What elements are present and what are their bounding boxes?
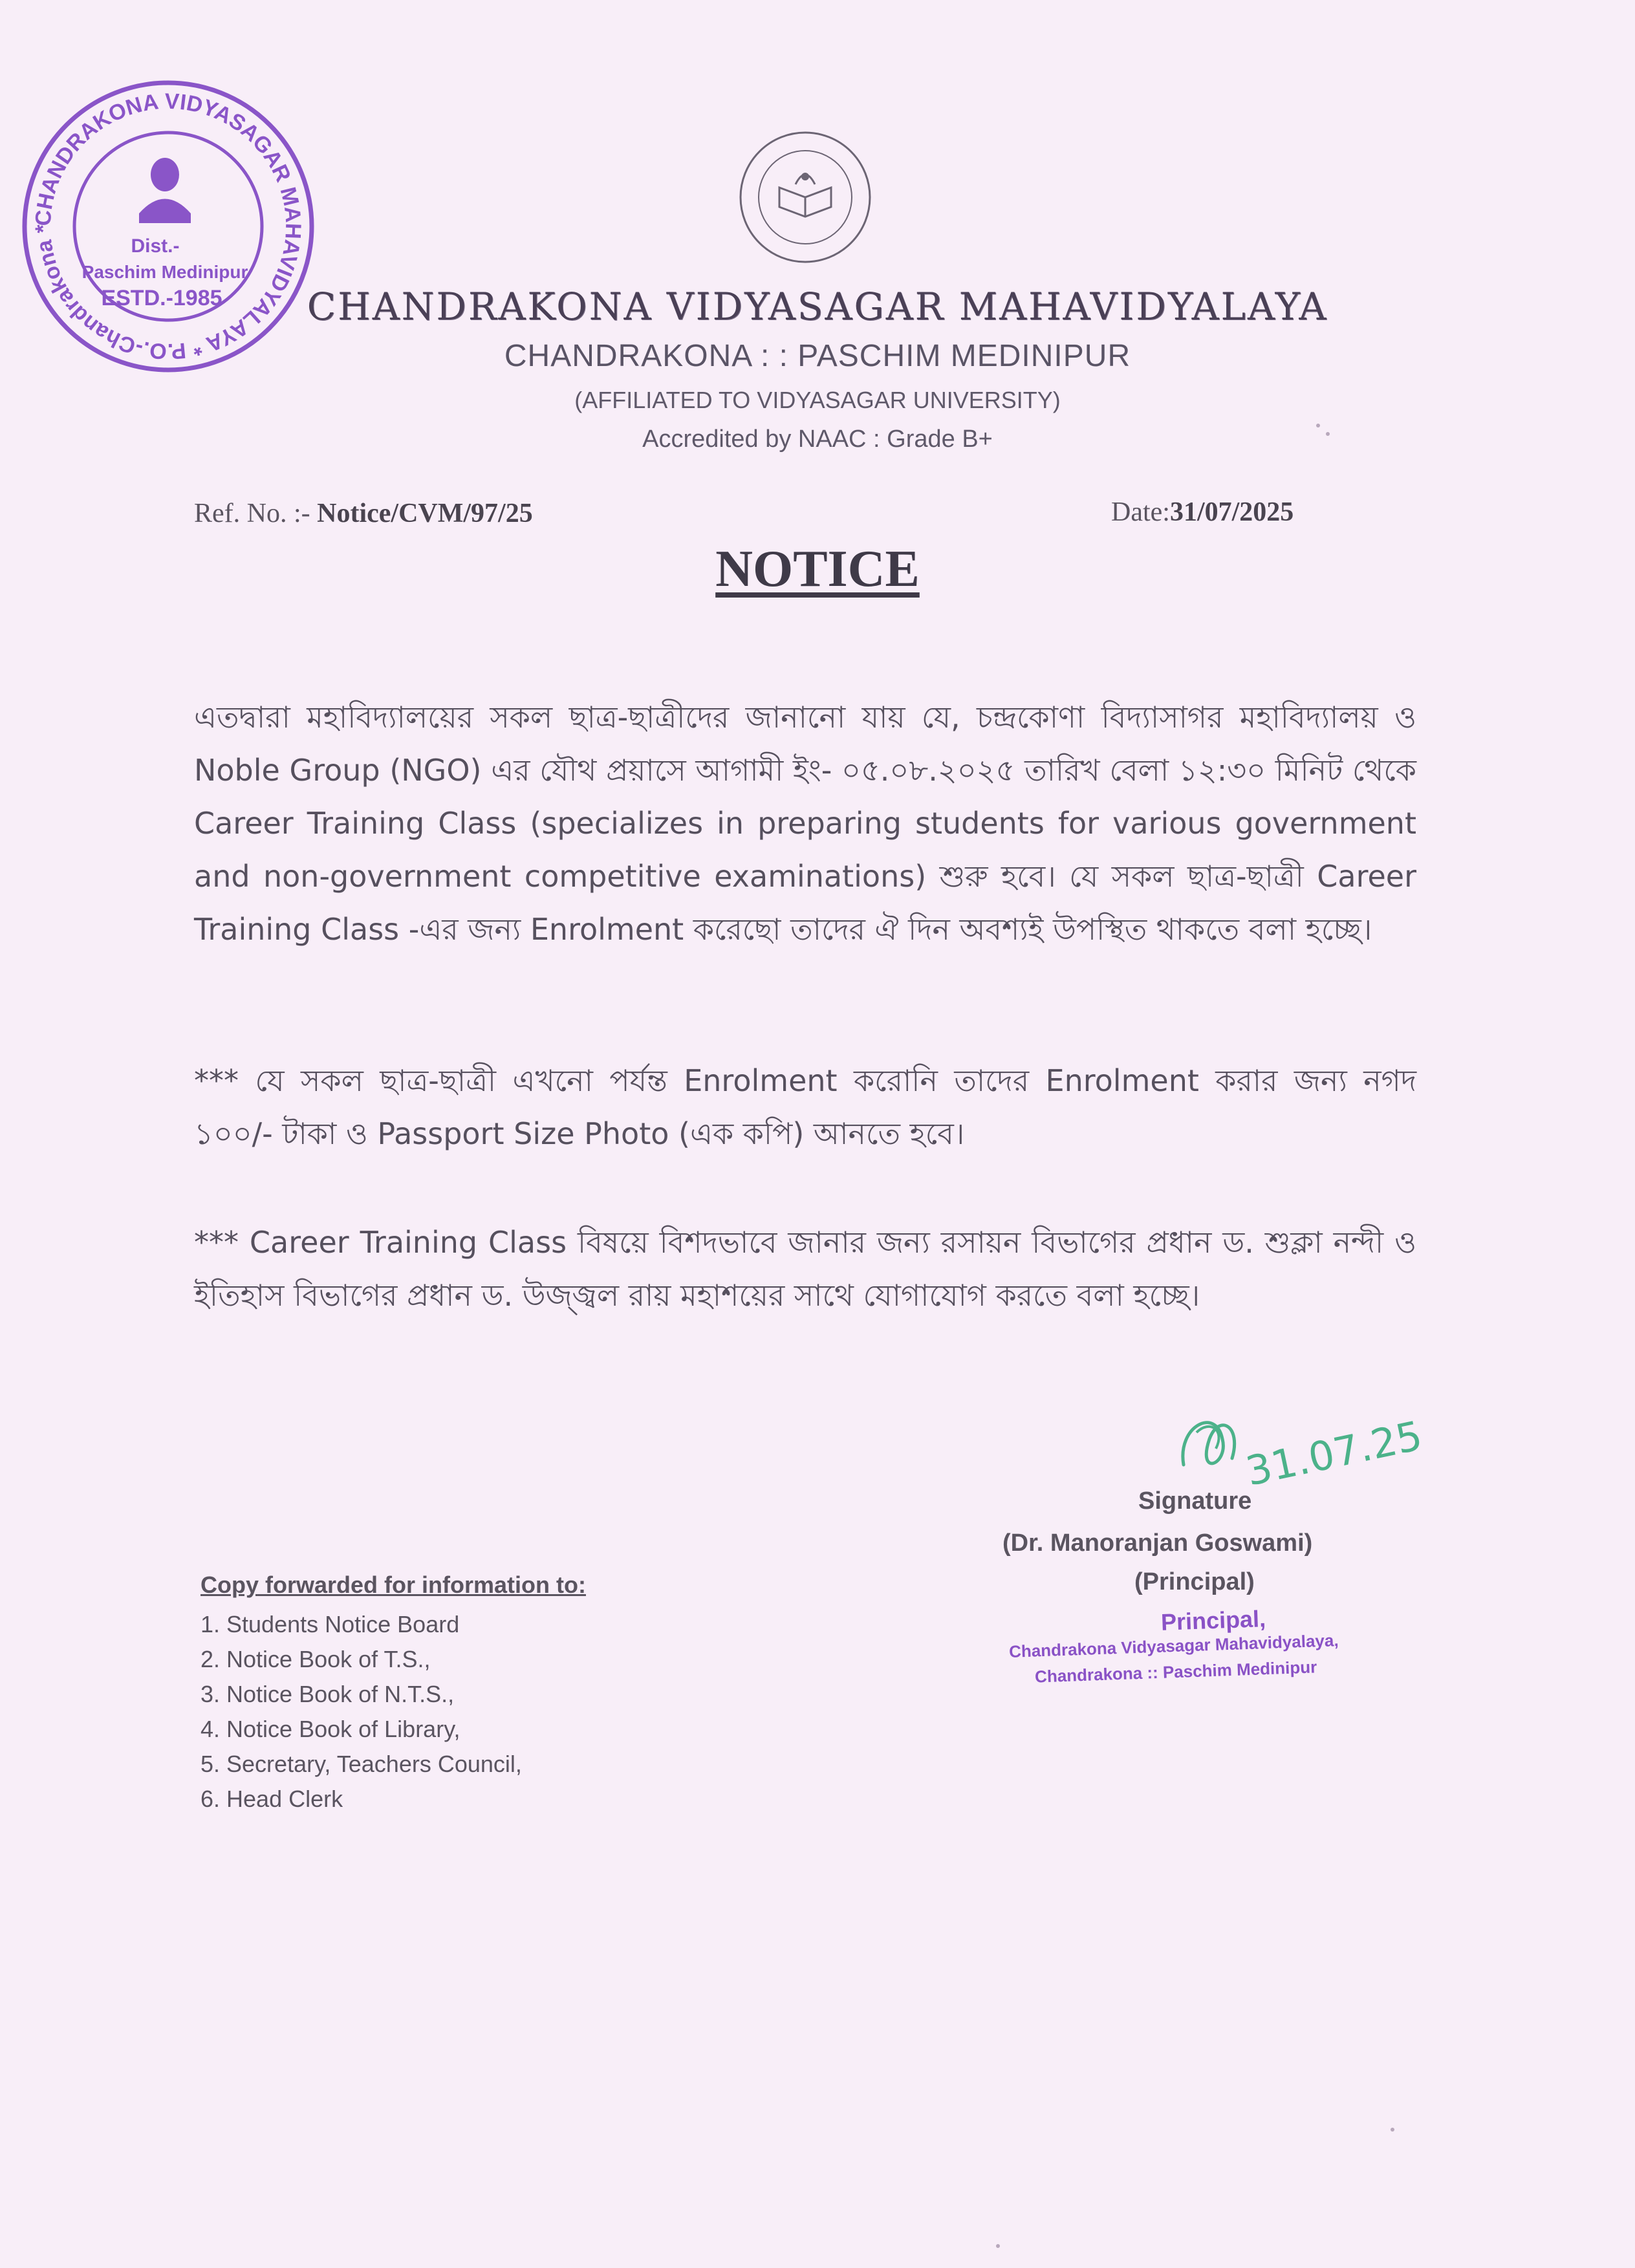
copy-list-item: 1. Students Notice Board bbox=[200, 1611, 460, 1637]
college-affiliation: (AFFILIATED TO VIDYASAGAR UNIVERSITY) bbox=[574, 387, 1061, 413]
copy-list-item: 3. Notice Book of N.T.S., bbox=[200, 1681, 455, 1707]
college-name: CHANDRAKONA VIDYASAGAR MAHAVIDYALAYA bbox=[307, 285, 1328, 329]
copy-list-item: 4. Notice Book of Library, bbox=[200, 1716, 460, 1742]
college-location: CHANDRAKONA : : PASCHIM MEDINIPUR bbox=[504, 339, 1131, 373]
copy-list-item: 6. Head Clerk bbox=[200, 1786, 343, 1812]
bust-portrait-icon bbox=[139, 158, 191, 223]
scan-speck bbox=[1326, 432, 1330, 436]
principal-stamp-title: Principal, bbox=[1160, 1605, 1266, 1636]
date-label: Date: bbox=[1111, 497, 1170, 527]
principal-stamp-college: Chandrakona Vidyasagar Mahavidyalaya, bbox=[1008, 1630, 1339, 1661]
notice-paragraph-3: *** Career Training Class বিষয়ে বিশদভাবে জানার জন্য রসায়ন বিভাগের প্রধান ড. শুক্লা নন্দী ও ইতিহাস বিভাগের প্রধান ড. উজ্জ্বল রায় মহাশয়ের সাথে যোগাযোগ করতে বলা হচ্ছে। bbox=[194, 1225, 1416, 1313]
ref-value: Notice/CVM/97/25 bbox=[317, 499, 533, 528]
notice-date bbox=[1111, 497, 1294, 528]
signatory-designation: (Principal) bbox=[1134, 1568, 1255, 1595]
stamp-established: ESTD.-1985 bbox=[101, 286, 222, 310]
stamp-ring-text: CHANDRAKONA VIDYASAGAR MAHAVIDYALAYA * P.O.-Chandrakona * bbox=[30, 89, 306, 364]
stamp-district: Paschim Medinipur bbox=[81, 262, 248, 282]
stamp-dist-label: Dist.- bbox=[131, 235, 180, 257]
scan-speck bbox=[1316, 424, 1320, 427]
college-accreditation: Accredited by NAAC : Grade B+ bbox=[642, 426, 993, 453]
handwritten-date: 31.07.25 bbox=[1241, 1411, 1427, 1495]
signature-label: Signature bbox=[1138, 1487, 1252, 1515]
copy-list-item: 5. Secretary, Teachers Council, bbox=[200, 1751, 522, 1777]
scan-speck bbox=[996, 2244, 1000, 2248]
notice-paragraph-2: *** যে সকল ছাত্র-ছাত্রী এখনো পর্যন্ত Enrolment করোনি তাদের Enrolment করার জন্য নগদ ১০০/- টাকা ও Passport Size Photo (এক কপি) আনতে হবে। bbox=[194, 1063, 1416, 1151]
principal-stamp-address: Chandrakona :: Paschim Medinipur bbox=[1034, 1657, 1317, 1687]
date-value: 31/07/2025 bbox=[1169, 497, 1294, 527]
scan-speck bbox=[1391, 2128, 1394, 2132]
notice-title: NOTICE bbox=[715, 541, 920, 598]
college-seal-stamp bbox=[19, 78, 317, 375]
copy-forwarded-list bbox=[200, 1607, 522, 1817]
college-emblem-icon bbox=[734, 126, 876, 268]
ref-label: Ref. No. :- bbox=[194, 499, 318, 528]
handwritten-signature bbox=[1171, 1368, 1429, 1497]
copy-forwarded-heading: Copy forwarded for information to: bbox=[200, 1571, 586, 1598]
copy-list-item: 2. Notice Book of T.S., bbox=[200, 1646, 431, 1672]
signatory-name: (Dr. Manoranjan Goswami) bbox=[1002, 1529, 1313, 1557]
notice-paragraph-1: এতদ্বারা মহাবিদ্যালয়ের সকল ছাত্র-ছাত্রীদের জানানো যায় যে, চন্দ্রকোণা বিদ্যাসাগর মহাবিদ্যালয় ও Noble Group (NGO) এর যৌথ প্রয়াসে আগামী ইং- ০৫.০৮.২০২৫ তারিখ বেলা ১২:৩০ মিনিট থেকে Career Training Class (specializes in preparing students for various government and non-government competitive examinations) শুরু হবে। যে সকল ছাত্র-ছাত্রী Career Training Class -এর জন্য Enrolment করেছো তাদের ঐ দিন অবশ্যই উপস্থিত থাকতে বলা হচ্ছে। bbox=[194, 700, 1416, 947]
reference-number bbox=[194, 498, 533, 529]
